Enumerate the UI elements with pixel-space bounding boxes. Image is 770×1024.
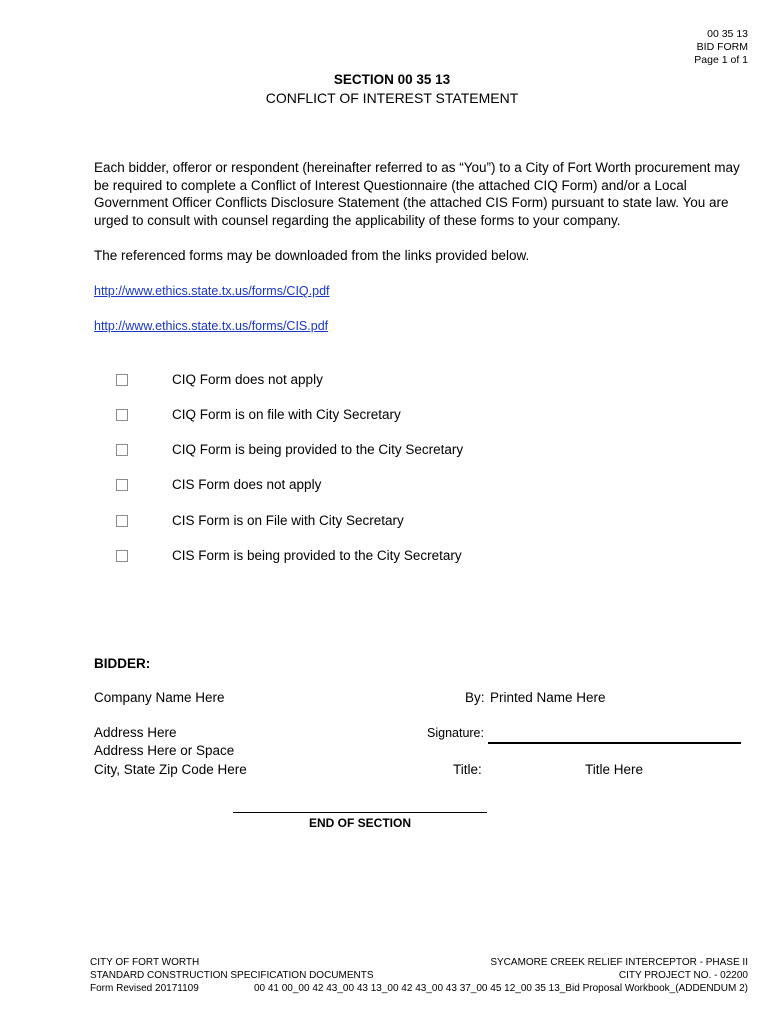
- checkbox-cis-provided[interactable]: [116, 550, 128, 562]
- option-label: CIQ Form does not apply: [172, 372, 323, 387]
- checkbox-ciq-not-apply[interactable]: [116, 374, 128, 386]
- footer-city: CITY OF FORT WORTH: [90, 957, 200, 968]
- by-label: By:: [465, 690, 485, 705]
- footer-file-name: 00 41 00_00 42 43_00 43 13_00 42 43_00 43 37_00 45 12_00 35 13_Bid Proposal Workbook_(ADDENDUM 2): [253, 983, 748, 994]
- footer-project-name: SYCAMORE CREEK RELIEF INTERCEPTOR - PHASE II: [490, 957, 748, 968]
- end-of-section: END OF SECTION: [308, 816, 411, 830]
- option-cis-on-file: [116, 513, 404, 529]
- company-name: Company Name Here: [94, 690, 225, 705]
- cis-form-link[interactable]: http://www.ethics.state.tx.us/forms/CIS.pdf: [94, 319, 329, 333]
- option-ciq-on-file: [116, 407, 401, 423]
- printed-name: Printed Name Here: [490, 690, 606, 705]
- footer-form-revised: Form Revised 20171109: [90, 983, 199, 994]
- section-code: 00 35 13: [707, 28, 748, 40]
- form-type: BID FORM: [696, 41, 748, 53]
- ciq-form-link[interactable]: http://www.ethics.state.tx.us/forms/CIQ.pdf: [94, 284, 330, 298]
- document-header: [694, 28, 748, 67]
- checkbox-ciq-provided[interactable]: [116, 444, 128, 456]
- signature-label: Signature:: [427, 726, 484, 740]
- option-label: CIS Form is being provided to the City Secretary: [172, 548, 462, 563]
- city-state-zip: City, State Zip Code Here: [94, 762, 247, 777]
- title-label: Title:: [453, 762, 482, 777]
- footer-project-number: CITY PROJECT NO. - 02200: [618, 970, 748, 981]
- option-label: CIS Form is on File with City Secretary: [172, 513, 404, 528]
- option-label: CIS Form does not apply: [172, 477, 322, 492]
- checkbox-cis-not-apply[interactable]: [116, 479, 128, 491]
- section-title: SECTION 00 35 13: [333, 72, 451, 87]
- checkbox-cis-on-file[interactable]: [116, 515, 128, 527]
- option-label: CIQ Form is being provided to the City Secretary: [172, 442, 464, 457]
- footer-right: [254, 956, 748, 995]
- page-number: Page 1 of 1: [694, 54, 748, 66]
- option-label: CIQ Form is on file with City Secretary: [172, 407, 401, 422]
- address-line-1: Address Here: [94, 725, 177, 740]
- signature-line[interactable]: [488, 742, 741, 744]
- option-ciq-not-apply: [116, 372, 323, 388]
- option-cis-provided: [116, 548, 462, 564]
- option-cis-not-apply: [116, 477, 322, 493]
- title-value: Title Here: [585, 762, 644, 777]
- section-subtitle: CONFLICT OF INTEREST STATEMENT: [265, 90, 519, 106]
- checkbox-ciq-on-file[interactable]: [116, 409, 128, 421]
- address-line-2: Address Here or Space: [94, 743, 235, 758]
- bidder-heading: BIDDER:: [94, 656, 151, 671]
- download-note: The referenced forms may be downloaded from the links provided below.: [94, 248, 530, 263]
- footer-spec-docs: STANDARD CONSTRUCTION SPECIFICATION DOCUMENTS: [90, 970, 374, 981]
- end-divider: [233, 812, 487, 813]
- intro-paragraph: Each bidder, offeror or respondent (hereinafter referred to as “You”) to a City of Fort Worth procurement may be required to complete a Conflict of Interest Questionnaire (the attached CIQ Form) and/or a Local Government Officer Conflicts Disclosure Statement (the attached CIS Form) pursuant to state law. You are urged to consult with counsel regarding the applicability of these forms to your company.: [94, 160, 740, 228]
- option-ciq-provided: [116, 442, 464, 458]
